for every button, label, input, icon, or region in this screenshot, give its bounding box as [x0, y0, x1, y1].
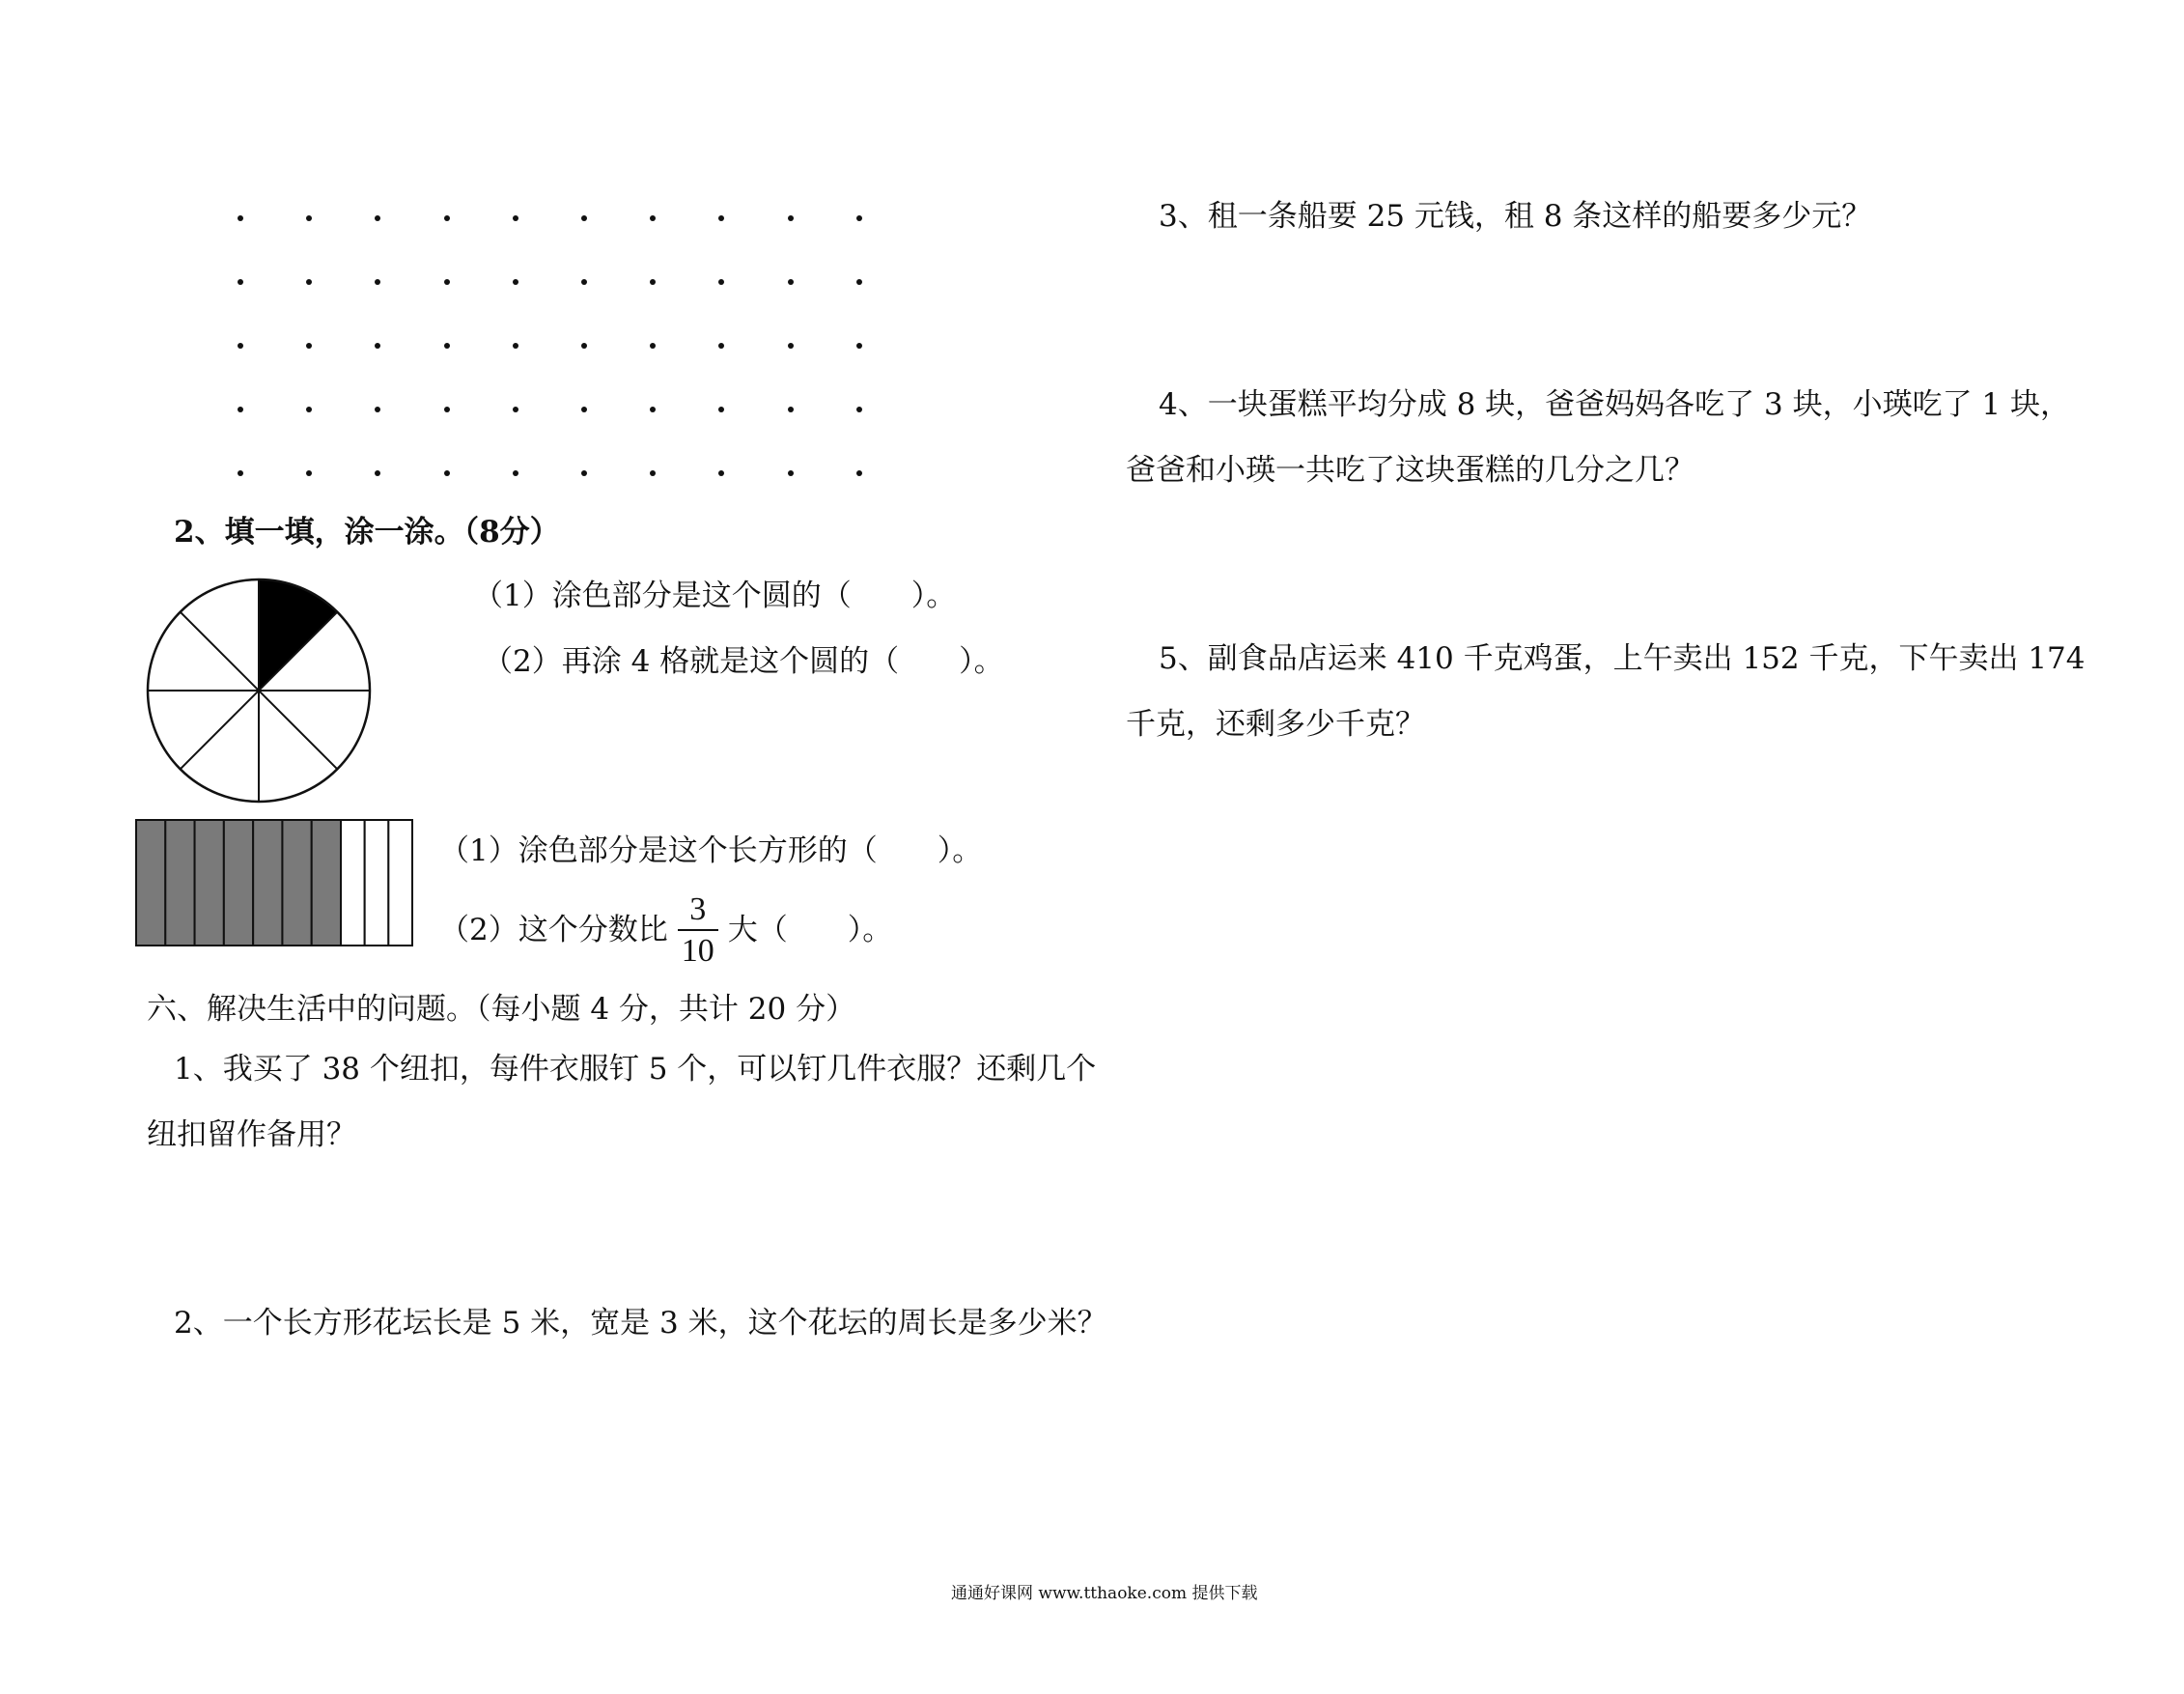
circle-shaded-sector: [259, 579, 337, 691]
rectangle-strip-empty: [365, 820, 389, 946]
grid-dot: [718, 407, 724, 412]
rectangle-question-1: （1）涂色部分是这个长方形的（ ）。: [439, 833, 983, 868]
grid-dot: [306, 343, 312, 349]
grid-dot: [581, 407, 587, 412]
problem-4-line-2: 爸爸和小瑛一共吃了这块蛋糕的几分之几？: [1126, 453, 1694, 488]
grid-dot: [513, 407, 518, 412]
circle-question-2: （2）再涂 4 格就是这个圆的（ ）。: [483, 644, 1004, 679]
grid-dot: [444, 215, 450, 221]
rectangle-question-2-prefix: （2）这个分数比: [439, 913, 668, 947]
rectangle-question-2-suffix: 大（ ）。: [727, 913, 893, 947]
grid-dot: [581, 343, 587, 349]
grid-dot: [375, 215, 380, 221]
rectangle-strip-shaded: [165, 820, 194, 946]
grid-dot: [306, 470, 312, 476]
fraction-numerator: 3: [678, 893, 718, 931]
grid-dot: [650, 407, 656, 412]
grid-dot: [238, 279, 243, 285]
grid-dot: [718, 343, 724, 349]
grid-dot: [375, 279, 380, 285]
rectangle-strip-shaded: [282, 820, 311, 946]
fraction-circle: [143, 575, 375, 806]
grid-dot: [513, 343, 518, 349]
grid-dot: [788, 215, 794, 221]
circle-question-1: （1）涂色部分是这个圆的（ ）。: [473, 579, 957, 613]
rectangle-question-2: [439, 893, 892, 968]
grid-dot: [650, 343, 656, 349]
grid-dot: [444, 343, 450, 349]
section2-title: 2、填一填，涂一涂。（8分）: [174, 515, 560, 550]
rectangle-strip-shaded: [253, 820, 282, 946]
problem-5-line-1: 5、副食品店运来 410 千克鸡蛋，上午卖出 152 千克，下午卖出 174: [1159, 641, 2086, 676]
fraction-three-tenths: [678, 893, 718, 968]
problem-1-line-2: 纽扣留作备用？: [147, 1117, 356, 1152]
grid-dot: [718, 470, 724, 476]
fraction-rectangle: [134, 818, 414, 947]
grid-dot: [788, 407, 794, 412]
grid-dot: [238, 470, 243, 476]
rectangle-strip-shaded: [224, 820, 253, 946]
grid-dot: [650, 279, 656, 285]
grid-dot: [788, 279, 794, 285]
grid-dot: [788, 343, 794, 349]
problem-4-line-1: 4、一块蛋糕平均分成 8 块，爸爸妈妈各吃了 3 块，小瑛吃了 1 块，: [1159, 387, 2071, 422]
grid-dot: [238, 407, 243, 412]
grid-dot: [513, 215, 518, 221]
grid-dot: [444, 407, 450, 412]
grid-dot: [856, 215, 862, 221]
problem-3: 3、租一条船要 25 元钱，租 8 条这样的船要多少元？: [1159, 199, 1872, 234]
grid-dot: [513, 470, 518, 476]
problem-1-line-1: 1、我买了 38 个纽扣，每件衣服钉 5 个，可以钉几件衣服？还剩几个: [174, 1052, 1097, 1087]
grid-dot: [856, 343, 862, 349]
grid-dot: [375, 470, 380, 476]
grid-dot: [375, 343, 380, 349]
grid-dot: [718, 279, 724, 285]
grid-dot: [856, 470, 862, 476]
fraction-denominator: 10: [681, 933, 714, 969]
section6-title: 六、解决生活中的问题。（每小题 4 分，共计 20 分）: [147, 992, 856, 1027]
rectangle-strip-empty: [388, 820, 412, 946]
grid-dot: [581, 470, 587, 476]
grid-dot: [513, 279, 518, 285]
grid-dot: [650, 470, 656, 476]
rectangle-strip-empty: [341, 820, 365, 946]
grid-dot: [306, 215, 312, 221]
grid-dot: [581, 215, 587, 221]
grid-dot: [375, 407, 380, 412]
grid-dot: [306, 407, 312, 412]
grid-dot: [650, 215, 656, 221]
grid-dot: [306, 279, 312, 285]
grid-dot: [444, 279, 450, 285]
problem-2: 2、一个长方形花坛长是 5 米，宽是 3 米，这个花坛的周长是多少米？: [174, 1306, 1107, 1341]
problem-5-line-2: 千克，还剩多少千克？: [1126, 707, 1425, 742]
grid-dot: [788, 470, 794, 476]
grid-dot: [581, 279, 587, 285]
footer-text: 通通好课网 www.tthaoke.com 提供下载: [951, 1584, 1258, 1603]
rectangle-strip-shaded: [136, 820, 165, 946]
grid-dot: [718, 215, 724, 221]
rectangle-strip-shaded: [312, 820, 341, 946]
rectangle-strip-shaded: [195, 820, 224, 946]
grid-dot: [856, 279, 862, 285]
grid-dot: [238, 215, 243, 221]
grid-dot: [444, 470, 450, 476]
grid-dot: [856, 407, 862, 412]
grid-dot: [238, 343, 243, 349]
